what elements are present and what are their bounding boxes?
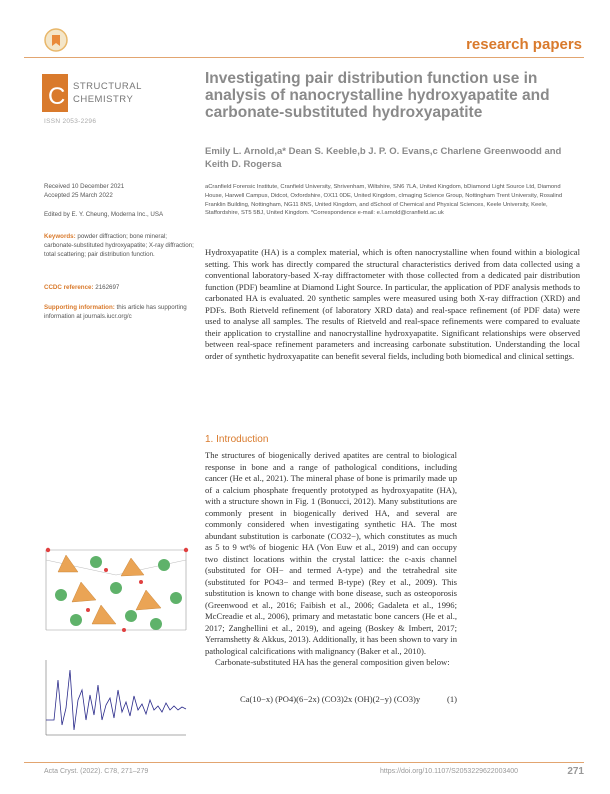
edited-by: Edited by E. Y. Cheung, Moderna Inc., USA xyxy=(44,211,164,218)
intro-paragraph-1: The structures of biogenically derived apatites are central to biological response in bone and a range of pathological conditions, including cancer (He et al., 2021). The mineral phase of bone is primarily made up of a calcium phosphate frequently prototyped as hydroxyapatite (HA), with a structure shown in Fig. 1 (Bonucci, 2012). Many substitutions are commonly present in biogenically derived HA, and several are commonly considered when investigating synthetic HA. The most abundant substitution is carbonate (CO32−), which constitutes as much as 5 to 9 wt% of biogenic HA (Von Euw et al., 2019) and can occupy two distinct locations within the crystal lattice: the c-axis channel (substituted for OH− and termed A-type) and the tetrahedral site (substituted for PO43− and termed B-type) (Rey et al., 2009). This substitution is known to change with bone disease, such as osteoporosis (Greenwood et al., 2016; Faibish et al., 2006; Gadaleta et al., 1996; McCreadie et al., 2006), primary and metastatic bone cancers (He et al., 2017; Zanghellini et al., 2019), and ageing (Boskey & Imbert, 2017; Yerramshetty & Akkus, 2013). Additionally, it has been shown to vary in pathological calcifications with malignancy (Baker et al., 2010). xyxy=(205,450,457,656)
keywords-text: powder diffraction; bone mineral; carbonate-substituted hydroxyapatite; X-ray diffraction; total scattering; pair distribution function. xyxy=(44,233,194,258)
ccdc-number: 2162697 xyxy=(95,284,120,291)
keywords-label: Keywords: xyxy=(44,233,76,240)
article-authors: Emily L. Arnold,a* Dean S. Keeble,b J. P. O. Evans,c Charlene Greenwoodd and Keith D. Rogersa xyxy=(205,146,562,170)
header-rule xyxy=(24,57,584,58)
journal-name-line2: CHEMISTRY xyxy=(73,94,134,105)
supporting-info-label: Supporting information: xyxy=(44,304,115,311)
received-date: Received 10 December 2021 xyxy=(44,183,125,190)
equation-number: (1) xyxy=(447,694,458,704)
supporting-info-link[interactable]: this article has supporting information at journals.iucr.org/c xyxy=(44,304,187,320)
author-affiliations: aCranfield Forensic Institute, Cranfield University, Shrivenham, Wiltshire, SN6 7LA, United Kingdom, bDiamond Light Source Ltd, Diamond House, Harwell Campus, Didcot, Oxfordshire, OX11 0DE, United Kingdom, cImaging Science Group, Nottingham Trent University, Rosalind Franklin Building, Nottingham, NG11 8NS, United Kingdom, and dSchool of Chemical and Physical Sciences, Keele University, Keele, Staffordshire, ST5 5BJ, United Kingdom. *Correspondence e-mail: e.l.arnold@cranfield.ac.uk xyxy=(205,184,563,217)
journal-logo-letter: C xyxy=(48,83,66,110)
supporting-info-block xyxy=(44,304,194,322)
journal-name xyxy=(73,80,142,106)
footer-citation: Acta Cryst. (2022). C78, 271–279 xyxy=(44,768,149,775)
section-label: research papers xyxy=(466,36,582,53)
crystal-structure-graphic xyxy=(46,548,188,632)
article-title: Investigating pair distribution function use in analysis of nanocrystalline hydroxyapatite and carbonate-substituted hydroxyapatite xyxy=(205,70,550,121)
issn: ISSN 2053-2296 xyxy=(44,118,97,125)
footer-rule xyxy=(24,762,584,763)
section-heading-introduction: 1. Introduction xyxy=(205,434,269,445)
accepted-date: Accepted 25 March 2022 xyxy=(44,192,113,199)
equation: Ca(10−x) (PO4)(6−2x) (CO3)2x (OH)(2−y) (CO3)y xyxy=(240,694,421,704)
introduction-body xyxy=(205,450,457,669)
page-number: 271 xyxy=(567,766,584,777)
journal-name-line1: STRUCTURAL xyxy=(73,81,142,92)
ccdc-block xyxy=(44,284,194,293)
footer-doi-link[interactable]: https://doi.org/10.1107/S2053229622003400 xyxy=(380,768,519,775)
keywords-block xyxy=(44,233,194,259)
intro-paragraph-2: Carbonate-substituted HA has the general composition given below: xyxy=(215,657,450,667)
abstract: Hydroxyapatite (HA) is a complex material, which is often nanocrystalline when found within a biological setting. This work has directly compared the structural characteristics derived from data collected using a conventional laboratory-based X-ray diffractometer with those collected from a dedicated pair distribution function (PDF) beamline at Diamond Light Source. In particular, the application of PDF analysis methods to carbonated HA is evaluated. 20 synthetic samples were measured using both X-ray diffraction (XRD) and PDFs. Both Rietveld refinement (of laboratory XRD data) and real-space refinement (of PDF data) were used to analyse all samples. The results of Rietveld and real-space refinements were compared to evaluate their application to crystalline and nanocrystalline hydroxyapatite. Significant relationships were observed between real-space refinement parameters and increasing carbonate substitution. Understanding the local order of synthetic hydroxyapatite can benefit several fields, including both biomedical and clinical settings. xyxy=(205,247,580,361)
figure-1-crystal-structure xyxy=(36,520,194,750)
pdf-trace-graphic xyxy=(46,660,186,735)
ccdc-label: CCDC reference: xyxy=(44,284,94,291)
journal-badge-icon xyxy=(44,28,68,52)
